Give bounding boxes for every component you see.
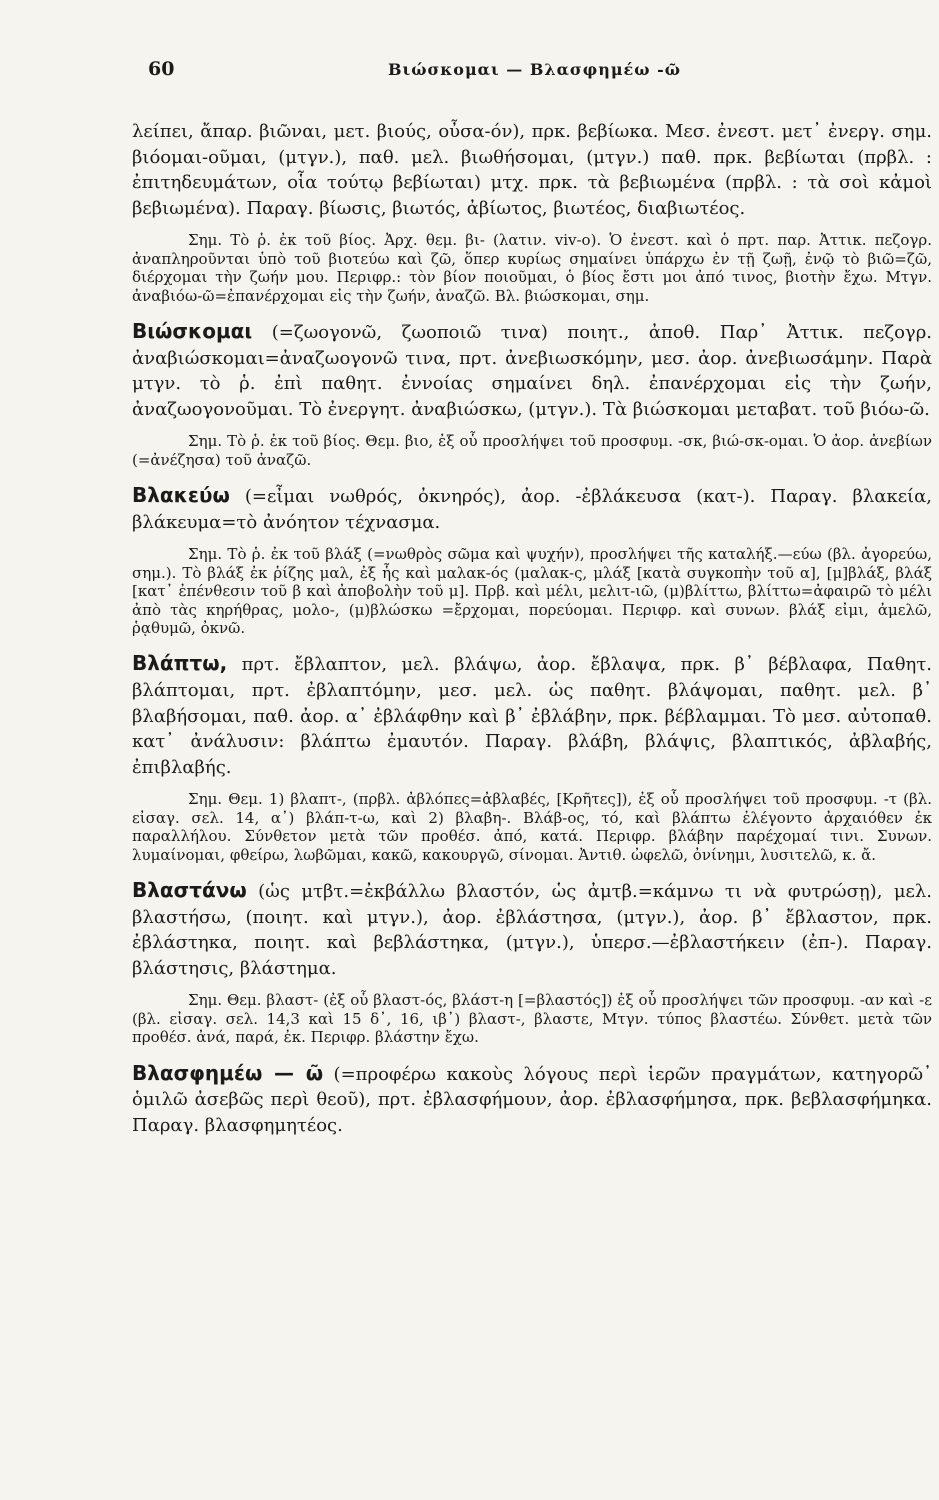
entry-text xyxy=(132,651,932,780)
entry-note: Σημ. Θεμ. 1) βλαπτ-, (πρβλ. ἀβλόπες=ἀβλαβές, [Κρῆτες]), ἐξ οὗ προσλήψει τοῦ προσφυμ. -τ (βλ. εἰσαγ. σελ. 14, α᾽) βλάπ-τ-ω, καὶ 2) βλαβη-. Βλάβ-ος, τό, καὶ βλάπτω ἐλέγοντο ἀρχαιόθεν ἐκ παραλλήλου. Σύνθετον μετὰ τῶν προθέσ. ἀπό, κατά. Περιφρ. βλάβην παρέχομαί τινι. Συνων. λυμαίνομαι, φθείρω, λωβῶμαι, κακῶ, κακουργῶ, σίνομαι. Ἀντιθ. ὠφελῶ, ὀνίνημι, λυσιτελῶ, κ. ἄ. xyxy=(132,790,932,864)
dictionary-body xyxy=(132,118,932,1152)
entry-text xyxy=(132,1061,932,1139)
entry-text xyxy=(132,319,932,422)
entry-text xyxy=(132,878,932,981)
entry-lemma: Βιώσκομαι xyxy=(132,319,253,343)
entry-body: (=εἶμαι νωθρός, ὀκνηρός), ἀορ. -ἐβλάκευσα (κατ-). Παραγ. βλακεία, βλάκευμα=τὸ ἀνόητον τέχνασμα. xyxy=(132,486,932,533)
entry-note: Σημ. Θεμ. βλαστ- (ἐξ οὗ βλαστ-ός, βλάστ-η [=βλαστός]) ἐξ οὗ προσλήψει τῶν προσφυμ. -αν καὶ -ε (βλ. εἰσαγ. σελ. 14,3 καὶ 15 δ᾽, 16, ιβ᾽) βλαστ-, βλαστε, Μτγν. τύπος βλαστέω. Σύνθετ. μετὰ τῶν προθέσ. ἀνά, παρά, ἐκ. Περιφρ. βλάστην ἔχω. xyxy=(132,991,932,1047)
entry-text xyxy=(132,483,932,535)
entry-blastano xyxy=(132,878,932,1047)
running-head: Βιώσκομαι — Βλασφημέω -ῶ xyxy=(388,60,681,79)
entry-continuation xyxy=(132,118,932,305)
entry-lemma: Βλάπτω, xyxy=(132,651,228,676)
entry-note: Σημ. Τὸ ῥ. ἐκ τοῦ βίος. Ἀρχ. θεμ. βι- (λατιν. viv-o). Ὁ ἐνεστ. καὶ ὁ πρτ. παρ. Ἀττικ. πεζογρ. ἀναπληροῦνται ὑπὸ τοῦ βιοτεύω καὶ ζῶ, ὅπερ κυρίως σημαίνει ὑπάρχω ἐν τῇ ζωῇ, ἐνῷ τὸ βιῶ=ζῶ, διέρχομαι τὴν ζωήν μου. Περιφρ.: τὸν βίον ποιοῦμαι, ὁ βίος ἔστι μοι ἀπό τινος, βιοτὴν ἔχω. Μτγν. ἀναβιόω-ῶ=ἐπανέρχομαι εἰς τὴν ζωήν, ἀναζῶ. Βλ. βιώσκομαι, σημ. xyxy=(132,231,932,305)
entry-note: Σημ. Τὸ ῥ. ἐκ τοῦ βίος. Θεμ. βιο, ἐξ οὗ προσλήψει τοῦ προσφυμ. -σκ, βιώ-σκ-ομαι. Ὁ ἀορ. ἀνεβίων (=ἀνέζησα) τοῦ ἀναζῶ. xyxy=(132,432,932,469)
page-header xyxy=(148,58,908,88)
entry-body: λείπει, ἄπαρ. βιῶναι, μετ. βιούς, οὖσα-όν), πρκ. βεβίωκα. Μεσ. ἐνεστ. μετ᾽ ἐνεργ. σημ. βιόομαι-οῦμαι, (μτγν.), παθ. μελ. βιωθήσομαι, (μτγν.) παθ. πρκ. βεβίωται (πρβλ. : ἐπιτηδευμάτων, οἷα τούτῳ βεβίωται) μτχ. πρκ. τὰ βεβιωμένα (πρβλ. : τὰ σοὶ κἀμοὶ βεβιωμένα). Παραγ. βίωσις, βιωτός, ἀβίωτος, βιωτέος, διαβιωτέος. xyxy=(132,121,932,219)
entry-biskomai xyxy=(132,319,932,469)
entry-note: Σημ. Τὸ ῥ. ἐκ τοῦ βλάξ (=νωθρὸς σῶμα καὶ ψυχήν), προσλήψει τῆς καταλήξ.—εύω (βλ. ἀγορεύω, σημ.). Τὸ βλάξ ἐκ ῥίζης μαλ, ἐξ ἧς καὶ μαλακ-ός (μαλακ-ς, μλάξ [κατὰ συγκοπὴν τοῦ α], [μ]βλάξ, βλάξ [κατ᾽ ἐπένθεσιν τοῦ β καὶ ἀποβολὴν τοῦ μ]. Πρβ. καὶ μέλι, μελιτ-ιῶ, (μ)βλίττω, βλίττω=ἀφαιρῶ τὸ μέλι ἀπὸ τὰς κηρήθρας, μολο-, (μ)βλώσκω =ἔρχομαι, πορεύομαι. Περιφρ. καὶ συνων. βλάξ εἰμι, ἀμελῶ, ῥᾳθυμῶ, ὀκνῶ. xyxy=(132,545,932,637)
entry-lemma: Βλακεύω xyxy=(132,483,230,508)
entry-blakeuo xyxy=(132,483,932,637)
entry-body: (=προφέρω κακοὺς λόγους περὶ ἱερῶν πραγμάτων, κατηγορῶ᾽ ὁμιλῶ ἀσεβῶς περὶ θεοῦ), πρτ. ἐβλασφήμουν, ἀορ. ἐβλασφήμησα, πρκ. βεβλασφήμηκα. Παραγ. βλασφημητέος. xyxy=(132,1063,932,1136)
entry-text xyxy=(132,118,932,221)
entry-body: πρτ. ἔβλαπτον, μελ. βλάψω, ἀορ. ἔβλαψα, πρκ. β᾽ βέβλαφα, Παθητ. βλάπτομαι, πρτ. ἐβλαπτόμην, μεσ. μελ. ὡς παθητ. βλάψομαι, παθητ. μελ. β᾽ βλαβήσομαι, παθ. ἀορ. α᾽ ἐβλάφθην καὶ β᾽ ἐβλάβην, πρκ. βέβλαμμαι. Τὸ μεσ. αὐτοπαθ. κατ᾽ ἀνάλυσιν: βλάπτω ἐμαυτόν. Παραγ. βλάβη, βλάψις, βλαπτικός, ἀβλαβής, ἐπιβλαβής. xyxy=(132,654,932,778)
entry-body: (=ζωογονῶ, ζωοποιῶ τινα) ποιητ., ἀποθ. Παρ᾽ Ἀττικ. πεζογρ. ἀναβιώσκομαι=ἀναζωογονῶ τινα, πρτ. ἀνεβιωσκόμην, μεσ. ἀορ. ἀνεβιωσάμην. Παρὰ μτγν. τὸ ῥ. ἐπὶ παθητ. ἐννοίας σημαίνει δηλ. ἐπανέρχομαι εἰς τὴν ζωήν, ἀναζωογονοῦμαι. Τὸ ἐνεργητ. ἀναβιώσκω, (μτγν.). Τὰ βιώσκομαι μεταβατ. τοῦ βιόω-ῶ. xyxy=(132,322,932,420)
entry-blasphemeo xyxy=(132,1061,932,1139)
entry-lemma: Βλασφημέω — ῶ xyxy=(132,1060,324,1085)
entry-body: (ὡς μτβτ.=ἐκβάλλω βλαστόν, ὡς ἀμτβ.=κάμνω τι νὰ φυτρώσῃ), μελ. βλαστήσω, (ποιητ. καὶ μτγν.), ἀορ. ἐβλάστησα, (μτγν.), ἀορ. β᾽ ἔβλαστον, πρκ. ἐβλάστηκα, ποιητ. καὶ βεβλάστηκα, (μτγν.), ὑπερσ.—ἐβλαστήκειν (ἐπ-). Παραγ. βλάστησις, βλάστημα. xyxy=(132,881,932,979)
page-number: 60 xyxy=(148,58,175,80)
entry-lemma: Βλαστάνω xyxy=(132,878,247,902)
entry-blapto xyxy=(132,651,932,864)
